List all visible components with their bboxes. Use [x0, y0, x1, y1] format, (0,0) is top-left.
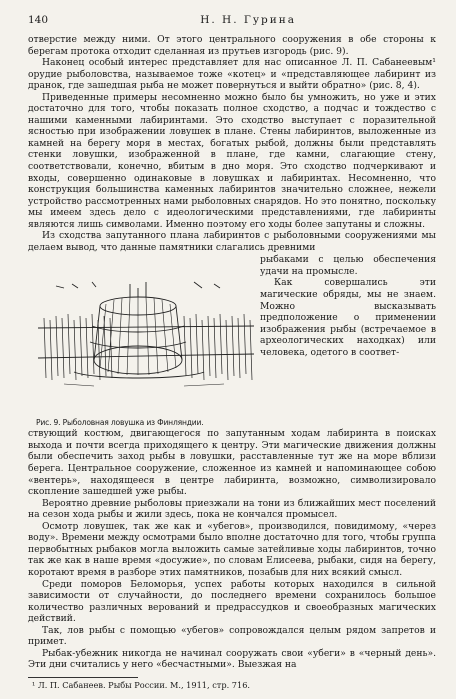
- paragraph: ствующий костюм, двигающегося по запутанным ходам лабиринта в поисках выхода и почти всегда приходящего к центру. Эти магические движения должны были обеспечить заход рыбы в ловушки, расставленные тут же на море вблизи берега. Центральное сооружение, сложенное из камней и напоминающее собою «вентерь», находящееся в центре лабиринта, возможно, символизировало скопление зашедшей уже рыбы.: [28, 428, 436, 498]
- paragraph: Наконец особый интерес представляет для нас описанное Л. П. Сабанеевым¹ орудие рыболовства, называемое тоже «котец» и «представляющее лабиринт из дранок, где зашедшая рыба не может повернуться и выйти обратно» (рис. 8, 4).: [28, 57, 436, 92]
- paragraph: рыбаками с целью обеспечения удачи на промысле.: [260, 254, 436, 277]
- paragraph: Так, лов рыбы с помощью «убегов» сопровождался целым рядом запретов и примет.: [28, 624, 436, 648]
- paragraph: Из сходства запутанного плана лабиринтов с рыболовными сооружениями мы делаем вывод, что данные памятники слагались древними: [28, 230, 436, 253]
- paragraph: Вероятно древние рыболовы приезжали на тони из ближайших мест поселений на сезон хода рыбы и жили здесь, пока не кончался промысел.: [28, 497, 436, 521]
- figure-block: [28, 254, 436, 428]
- running-title: Н. Н. Гурина: [200, 14, 296, 26]
- figure-caption: Рис. 9. Рыболовная ловушка из Финляндии.: [36, 418, 204, 428]
- paragraph: Среди поморов Беломорья, успех работы которых находился в сильной зависимости от случайности, до последнего времени сохранилось большое количество различных верований и предрассудков и своеобразных магических действий.: [28, 578, 436, 625]
- fish-trap-illustration: [34, 268, 258, 416]
- footnote-divider: [28, 677, 138, 678]
- book-page: [28, 14, 436, 691]
- paragraph: Приведенные примеры несомненно можно было бы умножить, но уже и этих достаточно для того, чтобы показать полное сходство, а подчас и тождество с нашими каменными лабиринтами. Это сходство выступает с поразительной ясностью при изображении ловушек в плане. Стены лабиринтов, выложенные из камней на берегу моря в местах, богатых рыбой, должны были представлять стенки ловушки, изображенной в плане, где камни, слагающие стену, соответствовали, конечно, вбитым в дно моря. Это сходство подчеркивают и входы, совершенно одинаковые в ловушках и лабиринтах. Несомненно, что конструкция большинства каменных лабиринтов значительно сложнее, нежели устройство рассмотренных нами рыболовных снарядов. Но это понятно, поскольку мы имеем здесь дело с идеологическими представлениями, где лабиринты являются лишь символами. Именно поэтому его ходы более запутаны и сложны.: [28, 91, 436, 230]
- paragraph: Как совершались эти магические обряды, мы не знаем. Можно высказывать предположение о применении изображения рыбы (встречаемое в археологических находках) или человека, одетого в соответ-: [260, 277, 436, 358]
- figure-side-text: [260, 254, 436, 428]
- paragraph: Рыбак-убежник никогда не начинал сооружать свои «убеги» в «черный день». Эти дни считались у него «бесчастными». Выезжая на: [28, 647, 436, 671]
- paragraph: Осмотр ловушек, так же как и «убегов», производился, повидимому, «через воду». Времени между осмотрами было вполне достаточно для того, чтобы группа первобытных рыбаков могла выложить самые затейливые ходы лабиринтов, точно так же как в наше время «досужие», по словам Елисеева, рыбаки, сидя на берегу, коротают время в разборе этих памятников, позабыв для них всякий смысл.: [28, 520, 436, 578]
- page-number: 140: [28, 14, 49, 26]
- figure: [28, 254, 260, 428]
- running-header: [28, 14, 436, 26]
- footnote: ¹ Л. П. Сабанеев. Рыбы России. М., 1911, стр. 716.: [32, 679, 251, 690]
- paragraph: отверстие между ними. От этого центрального сооружения в обе стороны к берегам протока отходит сделанная из прутьев изгородь (рис. 9).: [28, 34, 436, 57]
